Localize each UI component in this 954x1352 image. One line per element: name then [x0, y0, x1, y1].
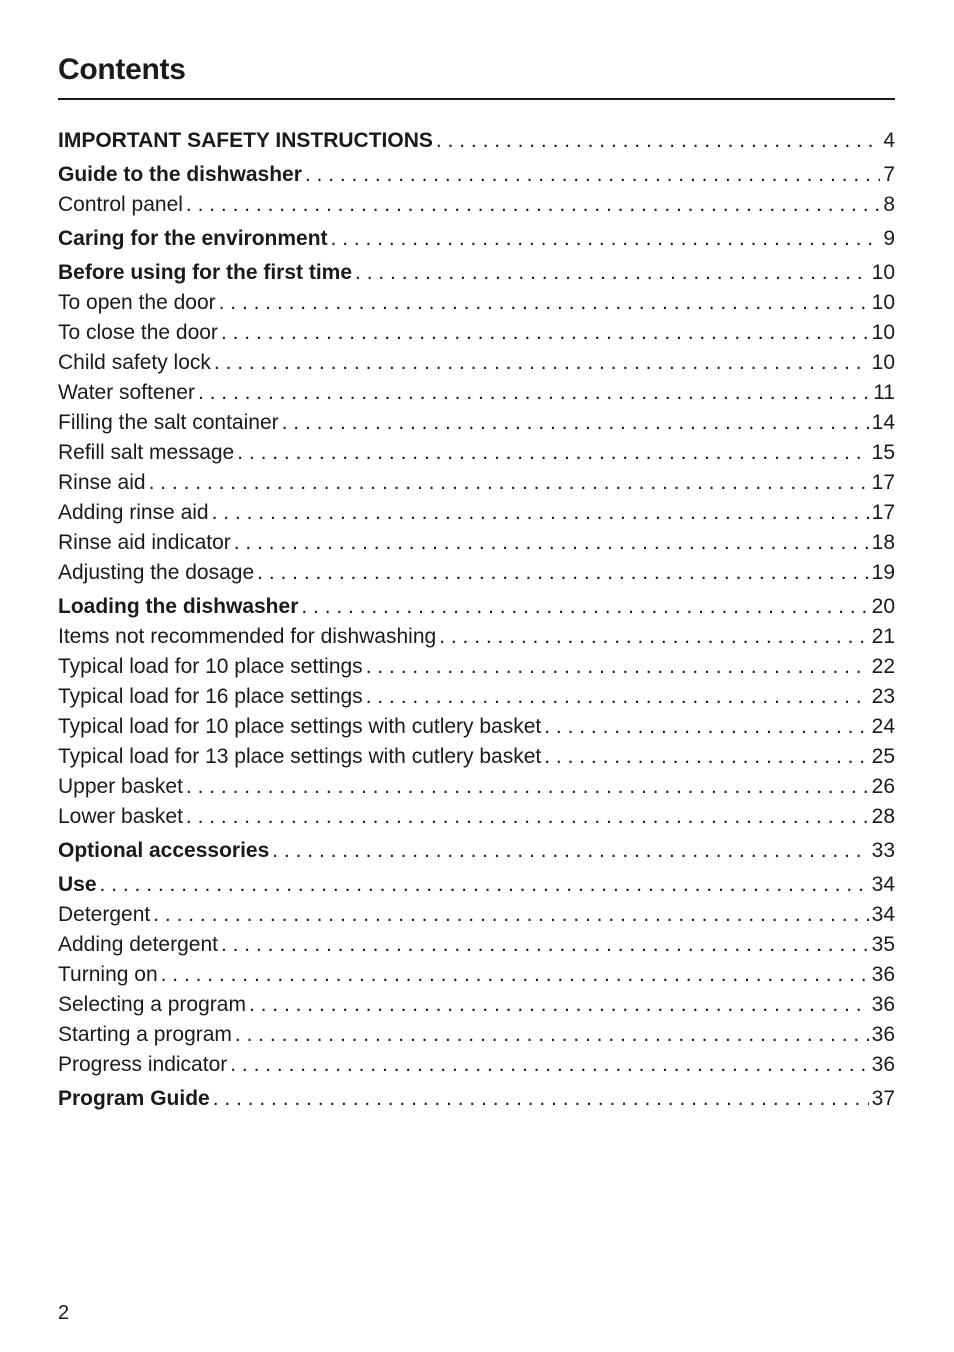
toc-entry-page: 36	[871, 1023, 895, 1046]
toc-entry-label: Control panel	[58, 193, 183, 216]
toc-dot-leader	[219, 288, 869, 318]
toc-entry[interactable]	[58, 742, 895, 772]
toc-entry-label: Adjusting the dosage	[58, 561, 255, 584]
toc-entry-page: 11	[873, 381, 895, 404]
toc-entry-label: Optional accessories	[58, 839, 270, 862]
toc-dot-leader	[282, 408, 869, 438]
toc-entry-page: 17	[871, 471, 895, 494]
toc-dot-leader	[230, 1050, 868, 1080]
toc-entry-page: 9	[883, 227, 895, 250]
toc-entry-label: Child safety lock	[58, 351, 211, 374]
toc-entry-label: Water softener	[58, 381, 195, 404]
toc-entry-label: Filling the salt container	[58, 411, 279, 434]
toc-entry-page: 34	[871, 903, 895, 926]
toc-entry-page: 10	[871, 291, 895, 314]
toc-entry-page: 26	[871, 775, 895, 798]
toc-entry[interactable]	[58, 318, 895, 348]
toc-entry[interactable]	[58, 438, 895, 468]
toc-entry-label: Rinse aid	[58, 471, 146, 494]
toc-entry-label: Typical load for 16 place settings	[58, 685, 363, 708]
toc-entry-page: 19	[871, 561, 895, 584]
toc-dot-leader	[234, 528, 869, 558]
toc-entry[interactable]	[58, 990, 895, 1020]
toc-entry-page: 10	[871, 351, 895, 374]
toc-section-heading[interactable]	[58, 870, 895, 900]
toc-entry-label: Rinse aid indicator	[58, 531, 231, 554]
toc-section-heading[interactable]	[58, 160, 895, 190]
toc-entry[interactable]	[58, 712, 895, 742]
toc-entry-page: 36	[871, 1053, 895, 1076]
toc-dot-leader	[186, 802, 869, 832]
toc-entry-page: 10	[871, 261, 895, 284]
toc-entry[interactable]	[58, 960, 895, 990]
toc-entry[interactable]	[58, 348, 895, 378]
toc-entry-label: Caring for the environment	[58, 227, 328, 250]
toc-entry-label: Lower basket	[58, 805, 183, 828]
toc-entry[interactable]	[58, 190, 895, 220]
toc-entry[interactable]	[58, 378, 895, 408]
toc-entry-label: Typical load for 13 place settings with cutlery basket	[58, 745, 542, 768]
toc-entry[interactable]	[58, 682, 895, 712]
toc-entry-label: Typical load for 10 place settings	[58, 655, 363, 678]
toc-entry-page: 15	[871, 441, 895, 464]
toc-entry-page: 33	[871, 839, 895, 862]
toc-entry-page: 8	[883, 193, 895, 216]
toc-dot-leader	[331, 224, 881, 254]
toc-entry-label: IMPORTANT SAFETY INSTRUCTIONS	[58, 129, 433, 152]
toc-section-heading[interactable]	[58, 258, 895, 288]
toc-dot-leader	[214, 348, 869, 378]
toc-entry-label: Adding rinse aid	[58, 501, 209, 524]
toc-dot-leader	[544, 742, 868, 772]
page-number: 2	[58, 1302, 70, 1324]
toc-dot-leader	[237, 438, 868, 468]
toc-entry-page: 25	[871, 745, 895, 768]
toc-section-heading[interactable]	[58, 592, 895, 622]
toc-entry[interactable]	[58, 558, 895, 588]
toc-entry-page: 24	[871, 715, 895, 738]
toc-dot-leader	[221, 930, 869, 960]
toc-entry[interactable]	[58, 622, 895, 652]
toc-entry-label: Selecting a program	[58, 993, 246, 1016]
toc-entry[interactable]	[58, 900, 895, 930]
toc-entry-page: 34	[871, 873, 895, 896]
toc-entry[interactable]	[58, 528, 895, 558]
toc-entry-page: 23	[871, 685, 895, 708]
toc-entry-label: To close the door	[58, 321, 218, 344]
toc-entry-page: 37	[871, 1087, 895, 1110]
page-title: Contents	[58, 53, 186, 86]
toc-dot-leader	[100, 870, 869, 900]
toc-entry[interactable]	[58, 408, 895, 438]
toc-entry-label: Progress indicator	[58, 1053, 228, 1076]
toc-entry-label: Adding detergent	[58, 933, 218, 956]
toc-dot-leader	[212, 498, 869, 528]
toc-dot-leader	[355, 258, 869, 288]
toc-entry[interactable]	[58, 1050, 895, 1080]
toc-entry[interactable]	[58, 498, 895, 528]
toc-entry-page: 14	[871, 411, 895, 434]
toc-dot-leader	[305, 160, 880, 190]
toc-entry-page: 28	[871, 805, 895, 828]
toc-entry-label: Starting a program	[58, 1023, 232, 1046]
toc-entry-page: 4	[883, 129, 895, 152]
toc-entry-label: Program Guide	[58, 1087, 210, 1110]
toc-entry-page: 7	[883, 163, 895, 186]
toc-section-heading[interactable]	[58, 224, 895, 254]
toc-dot-leader	[198, 378, 870, 408]
toc-dot-leader	[149, 468, 869, 498]
toc-dot-leader	[272, 836, 868, 866]
toc-dot-leader	[301, 592, 868, 622]
toc-dot-leader	[436, 126, 880, 156]
toc-entry[interactable]	[58, 468, 895, 498]
toc-dot-leader	[257, 558, 868, 588]
toc-entry-label: Detergent	[58, 903, 151, 926]
toc-dot-leader	[161, 960, 869, 990]
toc-entry-label: Use	[58, 873, 97, 896]
toc-entry-page: 36	[871, 963, 895, 986]
toc-dot-leader	[153, 900, 868, 930]
toc-entry-label: Items not recommended for dishwashing	[58, 625, 437, 648]
toc-entry-label: Upper basket	[58, 775, 183, 798]
toc-dot-leader	[186, 772, 869, 802]
toc-entry-page: 18	[871, 531, 895, 554]
toc-entry-page: 20	[871, 595, 895, 618]
toc-entry-label: Refill salt message	[58, 441, 235, 464]
toc-section-heading[interactable]	[58, 1084, 895, 1114]
toc-entry[interactable]	[58, 772, 895, 802]
toc-entry[interactable]	[58, 1020, 895, 1050]
toc-dot-leader	[366, 652, 869, 682]
toc-dot-leader	[235, 1020, 869, 1050]
toc-entry-label: Loading the dishwasher	[58, 595, 299, 618]
toc-entry-page: 36	[871, 993, 895, 1016]
toc-entry[interactable]	[58, 930, 895, 960]
toc-entry[interactable]	[58, 652, 895, 682]
toc-entry-page: 22	[871, 655, 895, 678]
toc-entry-page: 17	[871, 501, 895, 524]
toc-dot-leader	[544, 712, 868, 742]
toc-entry-label: Guide to the dishwasher	[58, 163, 302, 186]
toc-dot-leader	[186, 190, 880, 220]
toc-entry-label: Before using for the first time	[58, 261, 353, 284]
toc-entry-page: 10	[871, 321, 895, 344]
toc-section-heading[interactable]	[58, 126, 895, 156]
toc-dot-leader	[213, 1084, 869, 1114]
toc-entry[interactable]	[58, 288, 895, 318]
toc-entry-page: 35	[871, 933, 895, 956]
title-divider	[58, 98, 895, 100]
toc-entry-label: Turning on	[58, 963, 158, 986]
toc-dot-leader	[249, 990, 869, 1020]
toc-section-heading[interactable]	[58, 836, 895, 866]
toc-dot-leader	[439, 622, 868, 652]
toc-entry[interactable]	[58, 802, 895, 832]
toc-dot-leader	[221, 318, 869, 348]
toc-dot-leader	[366, 682, 869, 712]
toc-entry-page: 21	[871, 625, 895, 648]
toc-entry-label: To open the door	[58, 291, 216, 314]
toc-entry-label: Typical load for 10 place settings with cutlery basket	[58, 715, 542, 738]
